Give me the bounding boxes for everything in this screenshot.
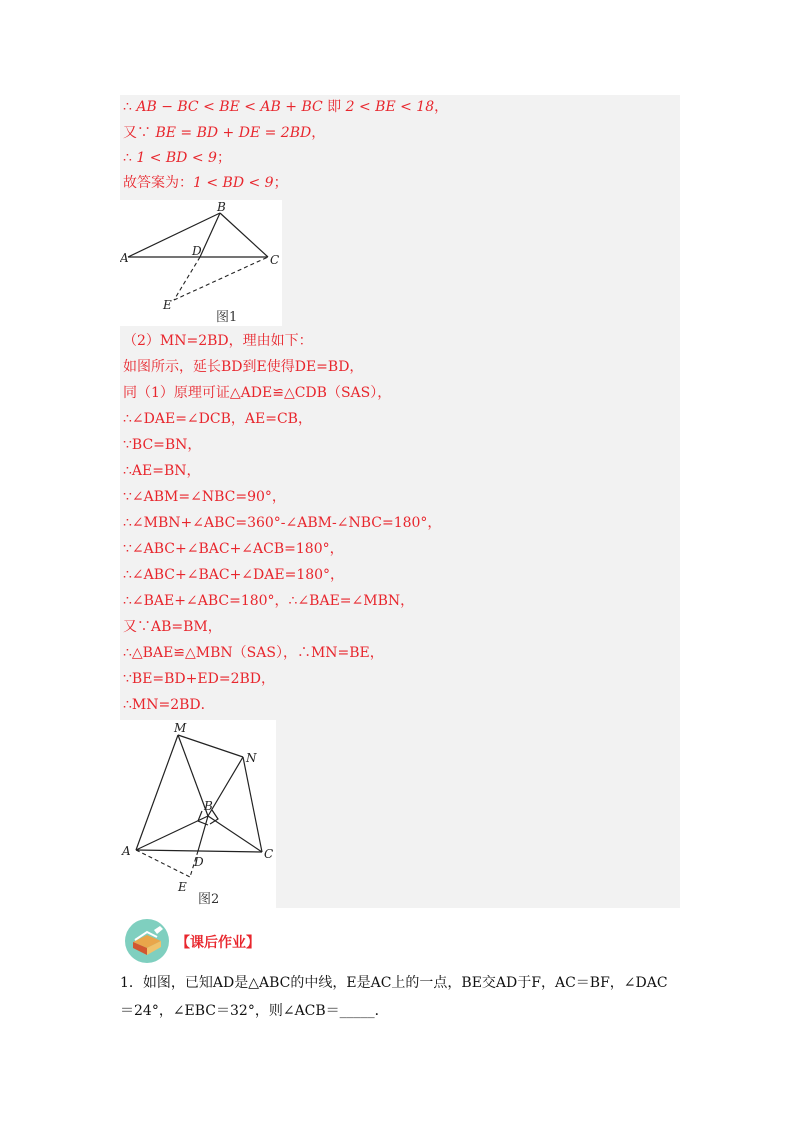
part2-line-7: ∵∠ABM=∠NBC=90°， bbox=[123, 489, 286, 505]
fig1-label-b: B bbox=[217, 200, 226, 214]
fig1-label-d: D bbox=[192, 244, 202, 258]
part2-line-5: ∵BC=BN， bbox=[123, 437, 202, 453]
solution-line-2: 又∵ BE = BD + DE = 2BD， bbox=[123, 125, 326, 141]
fig1-label-a: A bbox=[120, 251, 129, 265]
fig2-label-m: M bbox=[174, 721, 187, 735]
fig2-label-e: E bbox=[178, 880, 187, 894]
fig1-label-c: C bbox=[270, 253, 280, 267]
part2-line-13: ∴△BAE≌△MBN（SAS），∴MN=BE， bbox=[123, 645, 384, 661]
part2-line-11: ∴∠BAE+∠ABC=180°，∴∠BAE=∠MBN， bbox=[123, 593, 415, 609]
fig2-caption: 图2 bbox=[198, 892, 220, 907]
part2-line-1: （2）MN=2BD，理由如下： bbox=[123, 333, 313, 349]
part2-line-15: ∴MN=2BD． bbox=[123, 697, 215, 713]
homework-icon bbox=[124, 918, 170, 964]
question-line-2: ＝24°，∠EBC＝32°，则∠ACB＝_____． bbox=[120, 1003, 389, 1019]
fig2-label-c: C bbox=[264, 847, 274, 861]
solution-line-4: 故答案为：1 < BD < 9； bbox=[123, 175, 288, 191]
part2-line-12: 又∵AB=BM， bbox=[123, 619, 222, 635]
figure-1 bbox=[120, 200, 282, 326]
part2-line-3: 同（1）原理可证△ADE≌△CDB（SAS）， bbox=[123, 385, 392, 401]
part2-line-14: ∵BE=BD+ED=2BD， bbox=[123, 671, 275, 687]
part2-line-6: ∴AE=BN， bbox=[123, 463, 201, 479]
fig1-label-e: E bbox=[163, 298, 172, 312]
part2-line-9: ∵∠ABC+∠BAC+∠ACB=180°， bbox=[123, 541, 344, 557]
part2-line-10: ∴∠ABC+∠BAC+∠DAE=180°， bbox=[123, 567, 345, 583]
fig1-caption: 图1 bbox=[216, 310, 238, 325]
part2-line-8: ∴∠MBN+∠ABC=360°-∠ABM-∠NBC=180°， bbox=[123, 515, 442, 531]
part2-line-4: ∴∠DAE=∠DCB，AE=CB， bbox=[123, 411, 312, 427]
fig2-label-d: D bbox=[194, 855, 204, 869]
solution-line-1: ∴ AB − BC < BE < AB + BC 即 2 < BE < 18， bbox=[123, 99, 449, 115]
homework-title: 【课后作业】 bbox=[176, 935, 260, 951]
figure-2 bbox=[120, 720, 276, 908]
fig2-label-a: A bbox=[122, 844, 131, 858]
fig2-label-b: B bbox=[204, 799, 213, 813]
solution-line-3: ∴ 1 < BD < 9； bbox=[123, 150, 231, 166]
question-line-1: 1．如图，已知AD是△ABC的中线，E是AC上的一点，BE交AD于F，AC＝BF，∠DAC bbox=[120, 975, 668, 991]
fig2-label-n: N bbox=[246, 751, 257, 765]
part2-line-2: 如图所示，延长BD到E使得DE=BD， bbox=[123, 359, 364, 375]
